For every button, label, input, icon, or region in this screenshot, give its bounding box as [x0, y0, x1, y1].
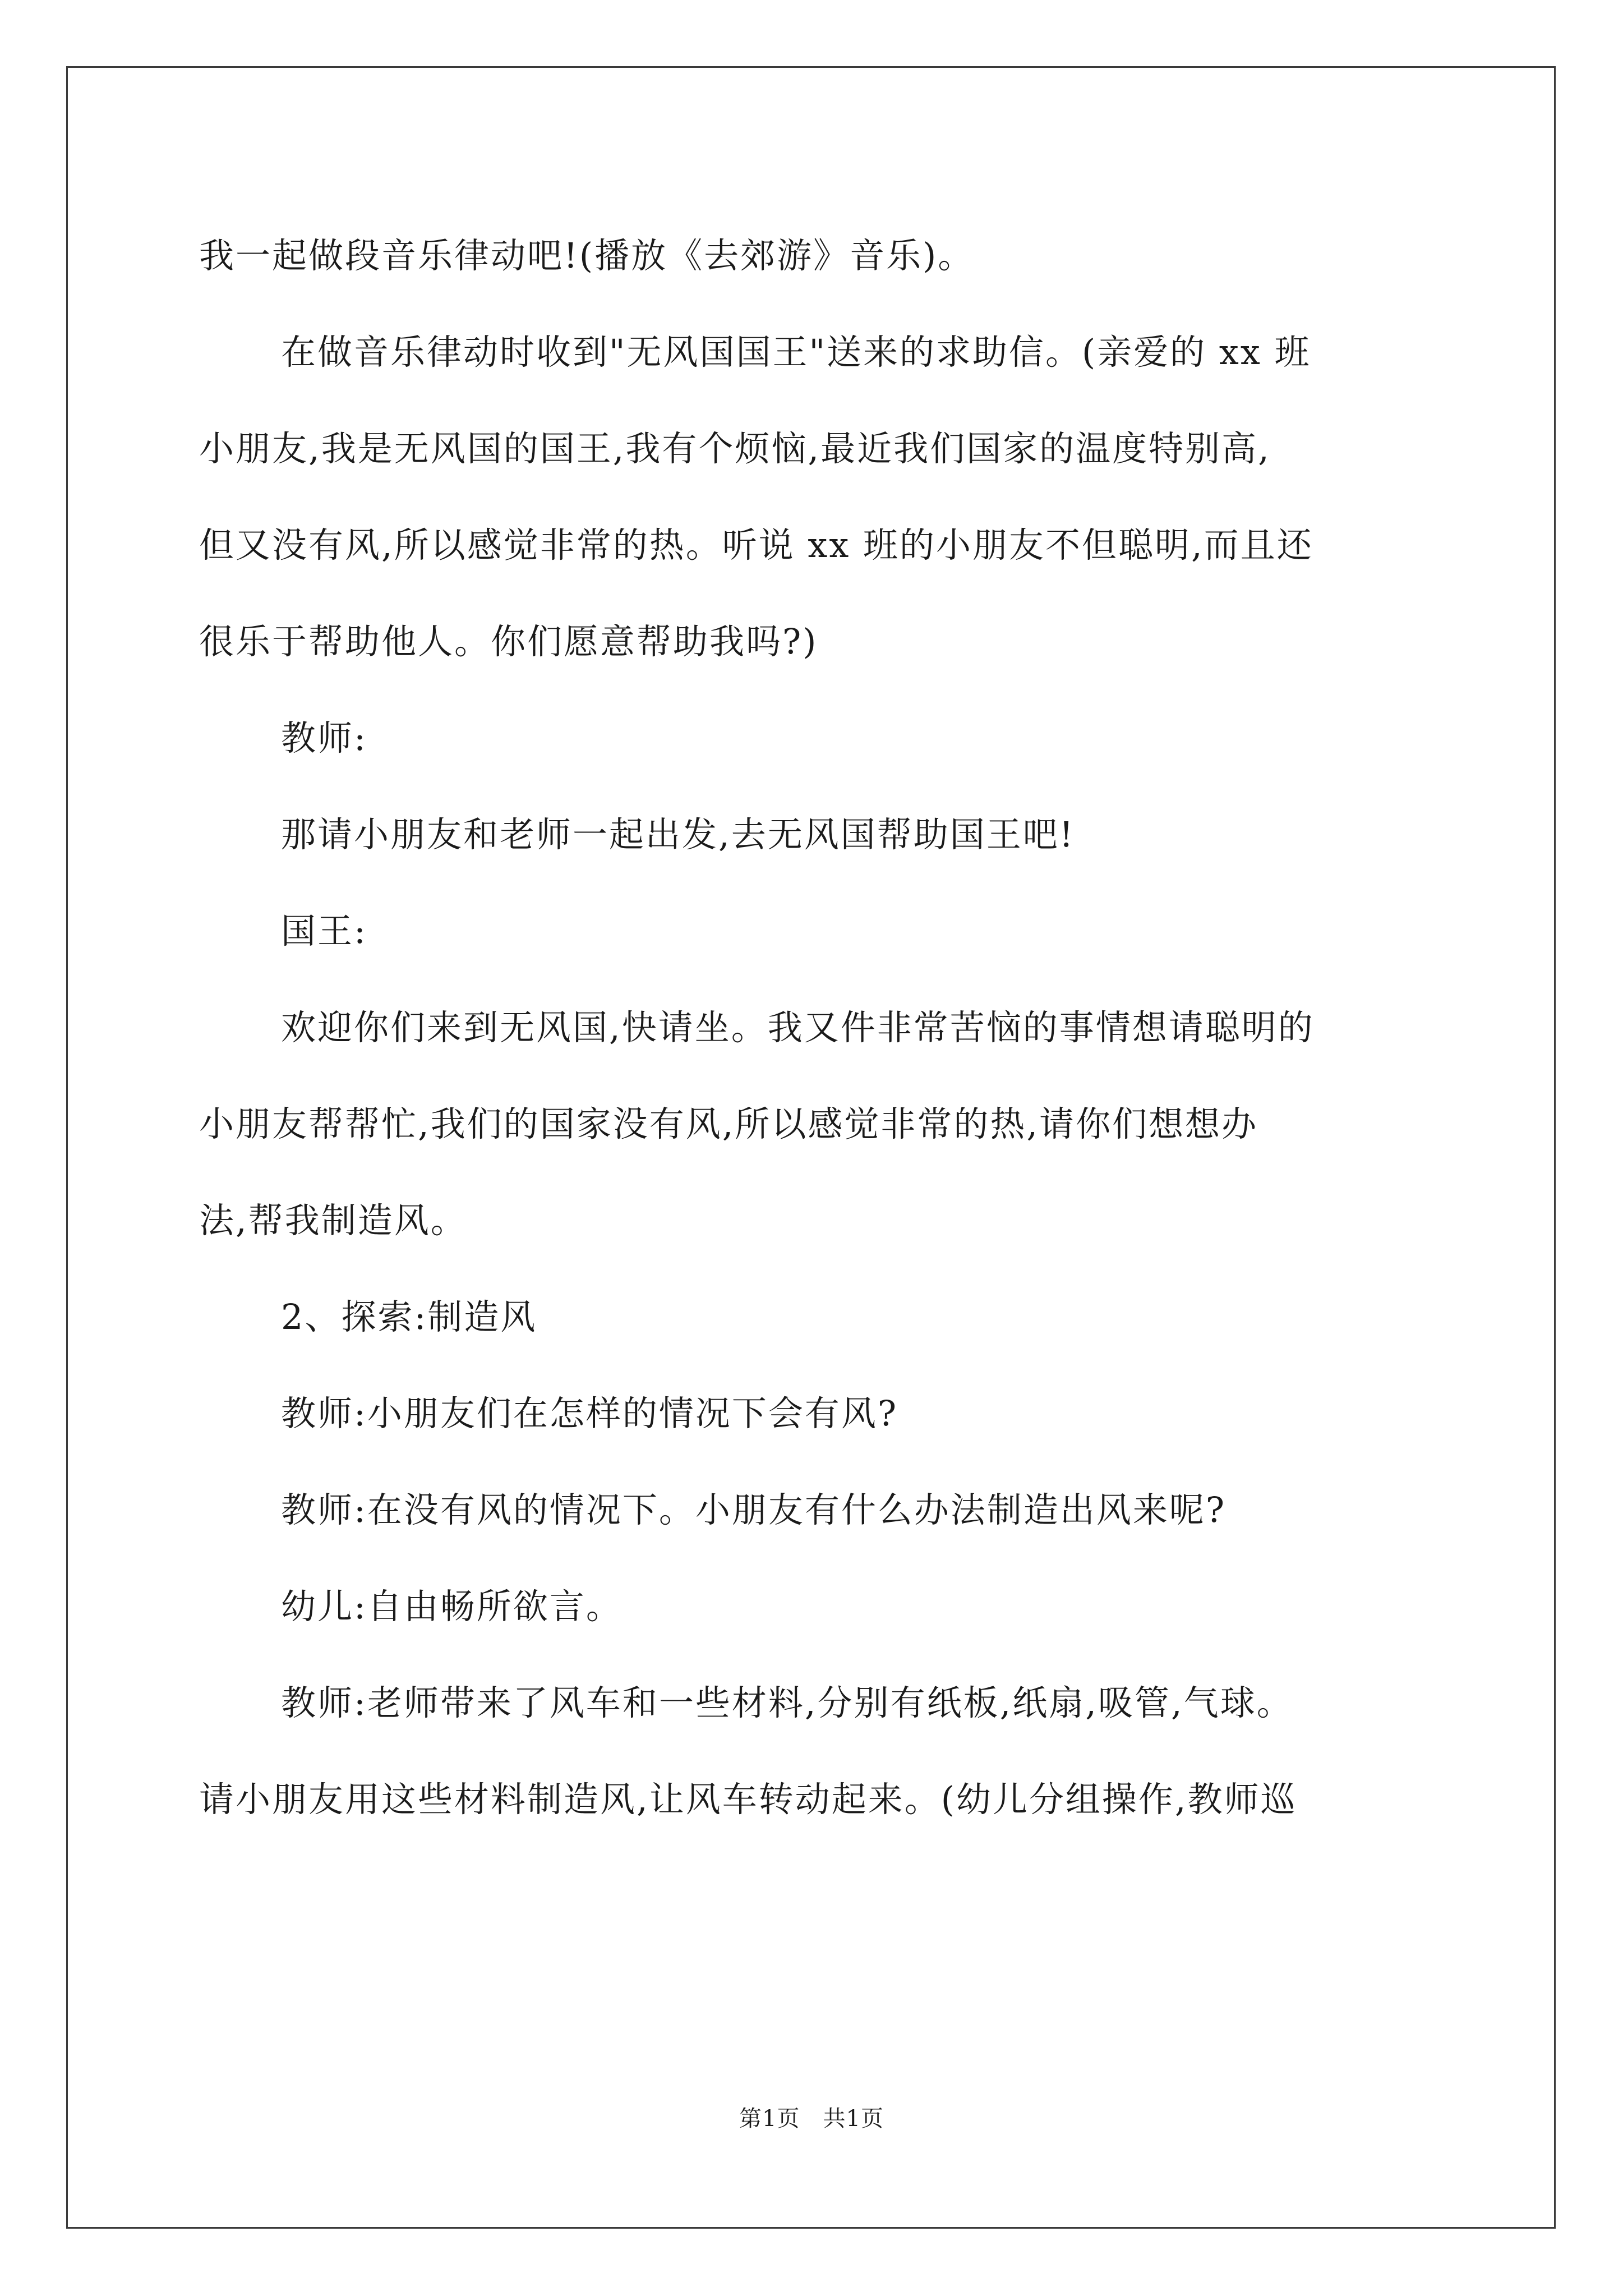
paragraph-11: [199, 1655, 1450, 1848]
text-line: 小朋友,我是无风国的国王,我有个烦恼,最近我们国家的温度特别高,: [199, 428, 1271, 469]
speaker-label: 国王:: [281, 910, 367, 951]
text-line: 法,帮我制造风。: [199, 1200, 467, 1241]
text-line: 请小朋友用这些材料制造风,让风车转动起来。(幼儿分组操作,教师巡: [199, 1779, 1297, 1820]
document-body: [199, 208, 1450, 1848]
text-line: 小朋友帮帮忙,我们的国家没有风,所以感觉非常的热,请你们想想办: [199, 1103, 1258, 1144]
paragraph-2: [199, 304, 1450, 690]
text-line: 教师:在没有风的情况下。小朋友有什么办法制造出风来呢?: [281, 1489, 1227, 1530]
text-line: 教师:小朋友们在怎样的情况下会有风?: [281, 1393, 898, 1434]
text-line: 教师:老师带来了风车和一些材料,分别有纸板,纸扇,吸管,气球。: [281, 1682, 1293, 1723]
text-line: 那请小朋友和老师一起出发,去无风国帮助国王吧!: [281, 814, 1075, 855]
paragraph-5: [199, 883, 1450, 979]
paragraph-10: [199, 1558, 1450, 1655]
section-heading: 2、探索:制造风: [281, 1296, 537, 1337]
paragraph-3: [199, 690, 1450, 786]
speaker-label: 教师:: [281, 717, 367, 758]
text-line: 但又没有风,所以感觉非常的热。听说 xx 班的小朋友不但聪明,而且还: [199, 524, 1313, 565]
text-line: 幼儿:自由畅所欲言。: [281, 1586, 623, 1627]
text-line: 很乐于帮助他人。你们愿意帮助我吗?): [199, 621, 818, 662]
paragraph-8: [199, 1365, 1450, 1462]
paragraph-6: [199, 979, 1450, 1269]
paragraph-1: [199, 208, 1450, 304]
text-line: 我一起做段音乐律动吧!(播放《去郊游》音乐)。: [199, 235, 975, 276]
text-line: 在做音乐律动时收到"无风国国王"送来的求助信。(亲爱的 xx 班: [281, 332, 1311, 372]
paragraph-7: [199, 1269, 1450, 1365]
paragraph-9: [199, 1462, 1450, 1558]
paragraph-4: [199, 786, 1450, 883]
page-number: 第1页 共1页: [739, 2106, 884, 2132]
text-line: 欢迎你们来到无风国,快请坐。我又件非常苦恼的事情想请聪明的: [281, 1007, 1315, 1048]
